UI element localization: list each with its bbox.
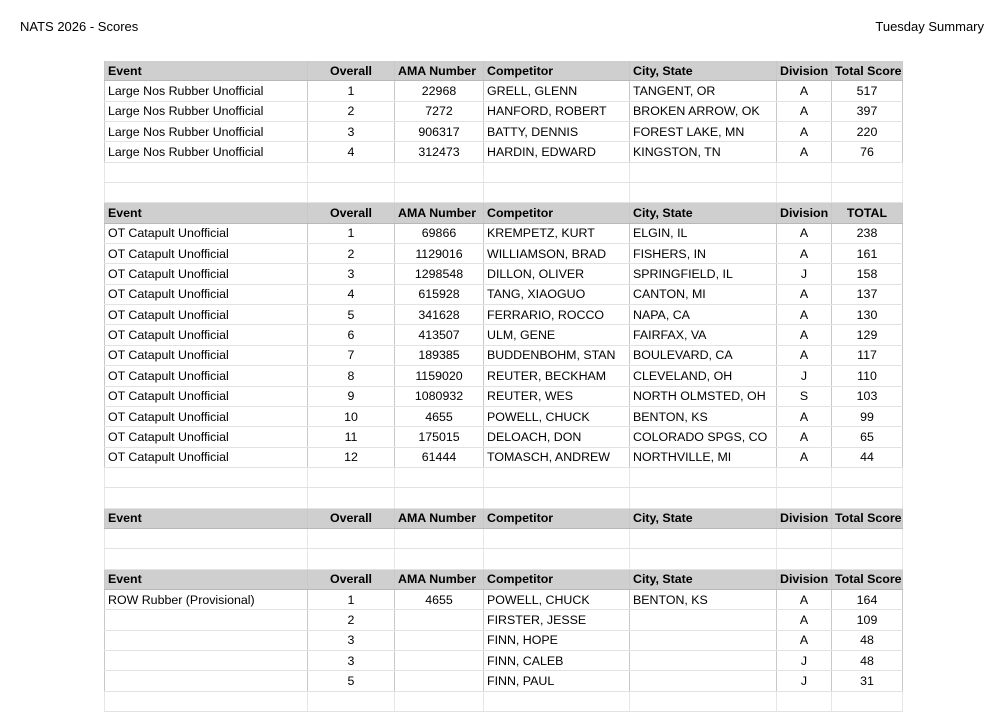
column-header-city-state: City, State — [630, 203, 777, 223]
cell-overall: 2 — [308, 244, 395, 264]
empty-row — [105, 467, 903, 487]
cell-competitor: HANFORD, ROBERT — [484, 101, 630, 121]
cell-division: A — [777, 122, 832, 142]
empty-cell — [832, 528, 903, 548]
empty-row — [105, 691, 903, 711]
table-row — [105, 264, 903, 284]
cell-division: A — [777, 406, 832, 426]
empty-cell — [308, 528, 395, 548]
column-header-total-score: Total Score — [832, 508, 903, 528]
cell-total-score: 76 — [832, 142, 903, 162]
empty-cell — [777, 528, 832, 548]
empty-cell — [308, 162, 395, 182]
cell-ama-number: 1298548 — [395, 264, 484, 284]
cell-ama-number: 413507 — [395, 325, 484, 345]
table-row — [105, 345, 903, 365]
empty-cell — [630, 162, 777, 182]
cell-total-score: 129 — [832, 325, 903, 345]
column-header-ama-number: AMA Number — [395, 508, 484, 528]
column-header-division: Division — [777, 569, 832, 589]
table-row — [105, 122, 903, 142]
cell-total-score: 99 — [832, 406, 903, 426]
table-row — [105, 671, 903, 691]
cell-competitor: KREMPETZ, KURT — [484, 223, 630, 243]
empty-cell — [777, 488, 832, 508]
cell-ama-number: 4655 — [395, 589, 484, 609]
table-row — [105, 142, 903, 162]
column-header-ama-number: AMA Number — [395, 61, 484, 81]
empty-cell — [395, 162, 484, 182]
cell-competitor: HARDIN, EDWARD — [484, 142, 630, 162]
cell-division: A — [777, 325, 832, 345]
empty-cell — [630, 183, 777, 203]
empty-cell — [105, 691, 308, 711]
empty-cell — [630, 467, 777, 487]
cell-ama-number — [395, 610, 484, 630]
cell-total-score: 137 — [832, 284, 903, 304]
cell-overall: 1 — [308, 81, 395, 101]
column-header-competitor: Competitor — [484, 569, 630, 589]
cell-ama-number — [395, 671, 484, 691]
cell-ama-number: 341628 — [395, 305, 484, 325]
cell-competitor: FINN, CALEB — [484, 650, 630, 670]
cell-event: OT Catapult Unofficial — [105, 386, 308, 406]
cell-ama-number: 312473 — [395, 142, 484, 162]
cell-event — [105, 630, 308, 650]
cell-event: OT Catapult Unofficial — [105, 223, 308, 243]
cell-competitor: REUTER, WES — [484, 386, 630, 406]
empty-cell — [484, 549, 630, 569]
cell-overall: 12 — [308, 447, 395, 467]
empty-cell — [484, 467, 630, 487]
column-header-competitor: Competitor — [484, 203, 630, 223]
cell-division: A — [777, 589, 832, 609]
empty-cell — [832, 488, 903, 508]
cell-ama-number: 1080932 — [395, 386, 484, 406]
cell-division: A — [777, 142, 832, 162]
empty-cell — [308, 488, 395, 508]
empty-cell — [484, 183, 630, 203]
empty-cell — [308, 549, 395, 569]
empty-cell — [105, 528, 308, 548]
column-header-total-score: TOTAL — [832, 203, 903, 223]
cell-division: J — [777, 264, 832, 284]
cell-ama-number — [395, 630, 484, 650]
cell-ama-number: 7272 — [395, 101, 484, 121]
cell-division: A — [777, 284, 832, 304]
empty-cell — [308, 691, 395, 711]
cell-total-score: 48 — [832, 650, 903, 670]
cell-ama-number: 61444 — [395, 447, 484, 467]
cell-competitor: DELOACH, DON — [484, 427, 630, 447]
cell-event: OT Catapult Unofficial — [105, 325, 308, 345]
cell-competitor: BATTY, DENNIS — [484, 122, 630, 142]
empty-cell — [832, 549, 903, 569]
cell-competitor: TANG, XIAOGUO — [484, 284, 630, 304]
cell-division: A — [777, 223, 832, 243]
column-header-event: Event — [105, 203, 308, 223]
empty-cell — [105, 549, 308, 569]
cell-competitor: DILLON, OLIVER — [484, 264, 630, 284]
cell-division: A — [777, 81, 832, 101]
empty-cell — [832, 691, 903, 711]
cell-competitor: FIRSTER, JESSE — [484, 610, 630, 630]
empty-row — [105, 549, 903, 569]
cell-overall: 11 — [308, 427, 395, 447]
cell-division: A — [777, 610, 832, 630]
table-row — [105, 366, 903, 386]
empty-cell — [832, 467, 903, 487]
table-row — [105, 101, 903, 121]
empty-cell — [484, 488, 630, 508]
cell-city-state — [630, 671, 777, 691]
cell-city-state: KINGSTON, TN — [630, 142, 777, 162]
table-row — [105, 284, 903, 304]
cell-city-state: CANTON, MI — [630, 284, 777, 304]
cell-city-state: NORTHVILLE, MI — [630, 447, 777, 467]
cell-total-score: 238 — [832, 223, 903, 243]
cell-ama-number: 175015 — [395, 427, 484, 447]
cell-total-score: 130 — [832, 305, 903, 325]
empty-row — [105, 488, 903, 508]
cell-event — [105, 650, 308, 670]
cell-ama-number — [395, 650, 484, 670]
table-row — [105, 386, 903, 406]
column-header-event: Event — [105, 569, 308, 589]
column-header-overall: Overall — [308, 569, 395, 589]
cell-total-score: 397 — [832, 101, 903, 121]
cell-overall: 5 — [308, 305, 395, 325]
cell-overall: 3 — [308, 630, 395, 650]
empty-cell — [395, 528, 484, 548]
cell-competitor: FINN, HOPE — [484, 630, 630, 650]
cell-division: S — [777, 386, 832, 406]
cell-competitor: POWELL, CHUCK — [484, 589, 630, 609]
cell-competitor: FERRARIO, ROCCO — [484, 305, 630, 325]
cell-city-state — [630, 630, 777, 650]
column-header-city-state: City, State — [630, 508, 777, 528]
table-row — [105, 447, 903, 467]
empty-cell — [777, 183, 832, 203]
column-header-competitor: Competitor — [484, 61, 630, 81]
empty-cell — [105, 488, 308, 508]
cell-city-state: COLORADO SPGS, CO — [630, 427, 777, 447]
column-header-division: Division — [777, 203, 832, 223]
cell-division: J — [777, 650, 832, 670]
cell-overall: 10 — [308, 406, 395, 426]
empty-cell — [777, 467, 832, 487]
empty-cell — [630, 549, 777, 569]
table-row — [105, 305, 903, 325]
cell-total-score: 161 — [832, 244, 903, 264]
cell-event: OT Catapult Unofficial — [105, 366, 308, 386]
table-row — [105, 630, 903, 650]
empty-cell — [395, 691, 484, 711]
column-header-overall: Overall — [308, 61, 395, 81]
cell-ama-number: 906317 — [395, 122, 484, 142]
cell-city-state: BENTON, KS — [630, 589, 777, 609]
cell-overall: 6 — [308, 325, 395, 345]
section-header-row — [105, 569, 903, 589]
cell-division: J — [777, 366, 832, 386]
cell-division: A — [777, 630, 832, 650]
cell-event — [105, 610, 308, 630]
cell-overall: 2 — [308, 101, 395, 121]
empty-cell — [777, 162, 832, 182]
empty-cell — [484, 528, 630, 548]
cell-competitor: POWELL, CHUCK — [484, 406, 630, 426]
cell-event: OT Catapult Unofficial — [105, 406, 308, 426]
cell-city-state — [630, 650, 777, 670]
cell-overall: 5 — [308, 671, 395, 691]
cell-event: OT Catapult Unofficial — [105, 447, 308, 467]
section-header-row — [105, 61, 903, 81]
column-header-division: Division — [777, 61, 832, 81]
cell-total-score: 31 — [832, 671, 903, 691]
empty-cell — [484, 691, 630, 711]
cell-ama-number: 1159020 — [395, 366, 484, 386]
cell-event: OT Catapult Unofficial — [105, 427, 308, 447]
cell-competitor: REUTER, BECKHAM — [484, 366, 630, 386]
cell-overall: 7 — [308, 345, 395, 365]
cell-competitor: ULM, GENE — [484, 325, 630, 345]
cell-ama-number: 1129016 — [395, 244, 484, 264]
cell-event: OT Catapult Unofficial — [105, 305, 308, 325]
cell-city-state: CLEVELAND, OH — [630, 366, 777, 386]
table-row — [105, 223, 903, 243]
cell-city-state: FISHERS, IN — [630, 244, 777, 264]
cell-event: Large Nos Rubber Unofficial — [105, 142, 308, 162]
empty-cell — [484, 162, 630, 182]
cell-city-state: BENTON, KS — [630, 406, 777, 426]
empty-cell — [832, 162, 903, 182]
column-header-overall: Overall — [308, 508, 395, 528]
cell-event — [105, 671, 308, 691]
table-row — [105, 406, 903, 426]
cell-ama-number: 22968 — [395, 81, 484, 101]
cell-event: OT Catapult Unofficial — [105, 284, 308, 304]
empty-cell — [395, 549, 484, 569]
cell-event: Large Nos Rubber Unofficial — [105, 81, 308, 101]
cell-overall: 9 — [308, 386, 395, 406]
cell-ama-number: 69866 — [395, 223, 484, 243]
cell-division: A — [777, 447, 832, 467]
cell-total-score: 220 — [832, 122, 903, 142]
cell-total-score: 44 — [832, 447, 903, 467]
empty-cell — [777, 549, 832, 569]
cell-overall: 3 — [308, 264, 395, 284]
empty-cell — [105, 467, 308, 487]
cell-city-state — [630, 610, 777, 630]
cell-overall: 1 — [308, 223, 395, 243]
cell-total-score: 164 — [832, 589, 903, 609]
cell-event: Large Nos Rubber Unofficial — [105, 101, 308, 121]
cell-city-state: ELGIN, IL — [630, 223, 777, 243]
table-row — [105, 650, 903, 670]
cell-total-score: 517 — [832, 81, 903, 101]
cell-event: OT Catapult Unofficial — [105, 264, 308, 284]
cell-city-state: TANGENT, OR — [630, 81, 777, 101]
cell-city-state: SPRINGFIELD, IL — [630, 264, 777, 284]
document-title: NATS 2026 - Scores — [20, 19, 139, 34]
empty-cell — [395, 467, 484, 487]
cell-competitor: TOMASCH, ANDREW — [484, 447, 630, 467]
cell-total-score: 48 — [832, 630, 903, 650]
cell-city-state: NAPA, CA — [630, 305, 777, 325]
column-header-city-state: City, State — [630, 61, 777, 81]
cell-competitor: GRELL, GLENN — [484, 81, 630, 101]
cell-city-state: FAIRFAX, VA — [630, 325, 777, 345]
cell-total-score: 158 — [832, 264, 903, 284]
cell-division: A — [777, 345, 832, 365]
document-subtitle: Tuesday Summary — [875, 19, 984, 34]
cell-division: J — [777, 671, 832, 691]
cell-city-state: BOULEVARD, CA — [630, 345, 777, 365]
empty-cell — [395, 488, 484, 508]
empty-cell — [308, 467, 395, 487]
cell-city-state: NORTH OLMSTED, OH — [630, 386, 777, 406]
cell-event: OT Catapult Unofficial — [105, 244, 308, 264]
cell-division: A — [777, 101, 832, 121]
empty-row — [105, 162, 903, 182]
cell-overall: 3 — [308, 650, 395, 670]
column-header-overall: Overall — [308, 203, 395, 223]
cell-city-state: BROKEN ARROW, OK — [630, 101, 777, 121]
cell-total-score: 110 — [832, 366, 903, 386]
cell-competitor: BUDDENBOHM, STAN — [484, 345, 630, 365]
column-header-total-score: Total Score — [832, 569, 903, 589]
empty-row — [105, 528, 903, 548]
table-row — [105, 244, 903, 264]
cell-ama-number: 615928 — [395, 284, 484, 304]
column-header-division: Division — [777, 508, 832, 528]
cell-total-score: 117 — [832, 345, 903, 365]
cell-total-score: 109 — [832, 610, 903, 630]
cell-overall: 3 — [308, 122, 395, 142]
cell-total-score: 103 — [832, 386, 903, 406]
empty-cell — [105, 183, 308, 203]
column-header-event: Event — [105, 61, 308, 81]
column-header-total-score: Total Score — [832, 61, 903, 81]
empty-cell — [630, 528, 777, 548]
empty-cell — [395, 183, 484, 203]
empty-cell — [308, 183, 395, 203]
table-row — [105, 610, 903, 630]
table-row — [105, 589, 903, 609]
cell-ama-number: 189385 — [395, 345, 484, 365]
section-header-row — [105, 508, 903, 528]
cell-overall: 4 — [308, 142, 395, 162]
table-row — [105, 427, 903, 447]
table-row — [105, 81, 903, 101]
column-header-event: Event — [105, 508, 308, 528]
cell-competitor: WILLIAMSON, BRAD — [484, 244, 630, 264]
empty-cell — [630, 691, 777, 711]
column-header-city-state: City, State — [630, 569, 777, 589]
cell-event: ROW Rubber (Provisional) — [105, 589, 308, 609]
empty-cell — [777, 691, 832, 711]
cell-division: A — [777, 305, 832, 325]
empty-cell — [105, 162, 308, 182]
empty-row — [105, 183, 903, 203]
cell-event: Large Nos Rubber Unofficial — [105, 122, 308, 142]
column-header-ama-number: AMA Number — [395, 569, 484, 589]
cell-total-score: 65 — [832, 427, 903, 447]
scores-table — [104, 61, 903, 712]
cell-competitor: FINN, PAUL — [484, 671, 630, 691]
cell-division: A — [777, 244, 832, 264]
cell-ama-number: 4655 — [395, 406, 484, 426]
scores-table-body — [105, 61, 903, 712]
cell-city-state: FOREST LAKE, MN — [630, 122, 777, 142]
cell-event: OT Catapult Unofficial — [105, 345, 308, 365]
cell-overall: 2 — [308, 610, 395, 630]
empty-cell — [630, 488, 777, 508]
empty-cell — [832, 183, 903, 203]
cell-division: A — [777, 427, 832, 447]
cell-overall: 1 — [308, 589, 395, 609]
section-header-row — [105, 203, 903, 223]
column-header-ama-number: AMA Number — [395, 203, 484, 223]
table-row — [105, 325, 903, 345]
column-header-competitor: Competitor — [484, 508, 630, 528]
cell-overall: 4 — [308, 284, 395, 304]
cell-overall: 8 — [308, 366, 395, 386]
